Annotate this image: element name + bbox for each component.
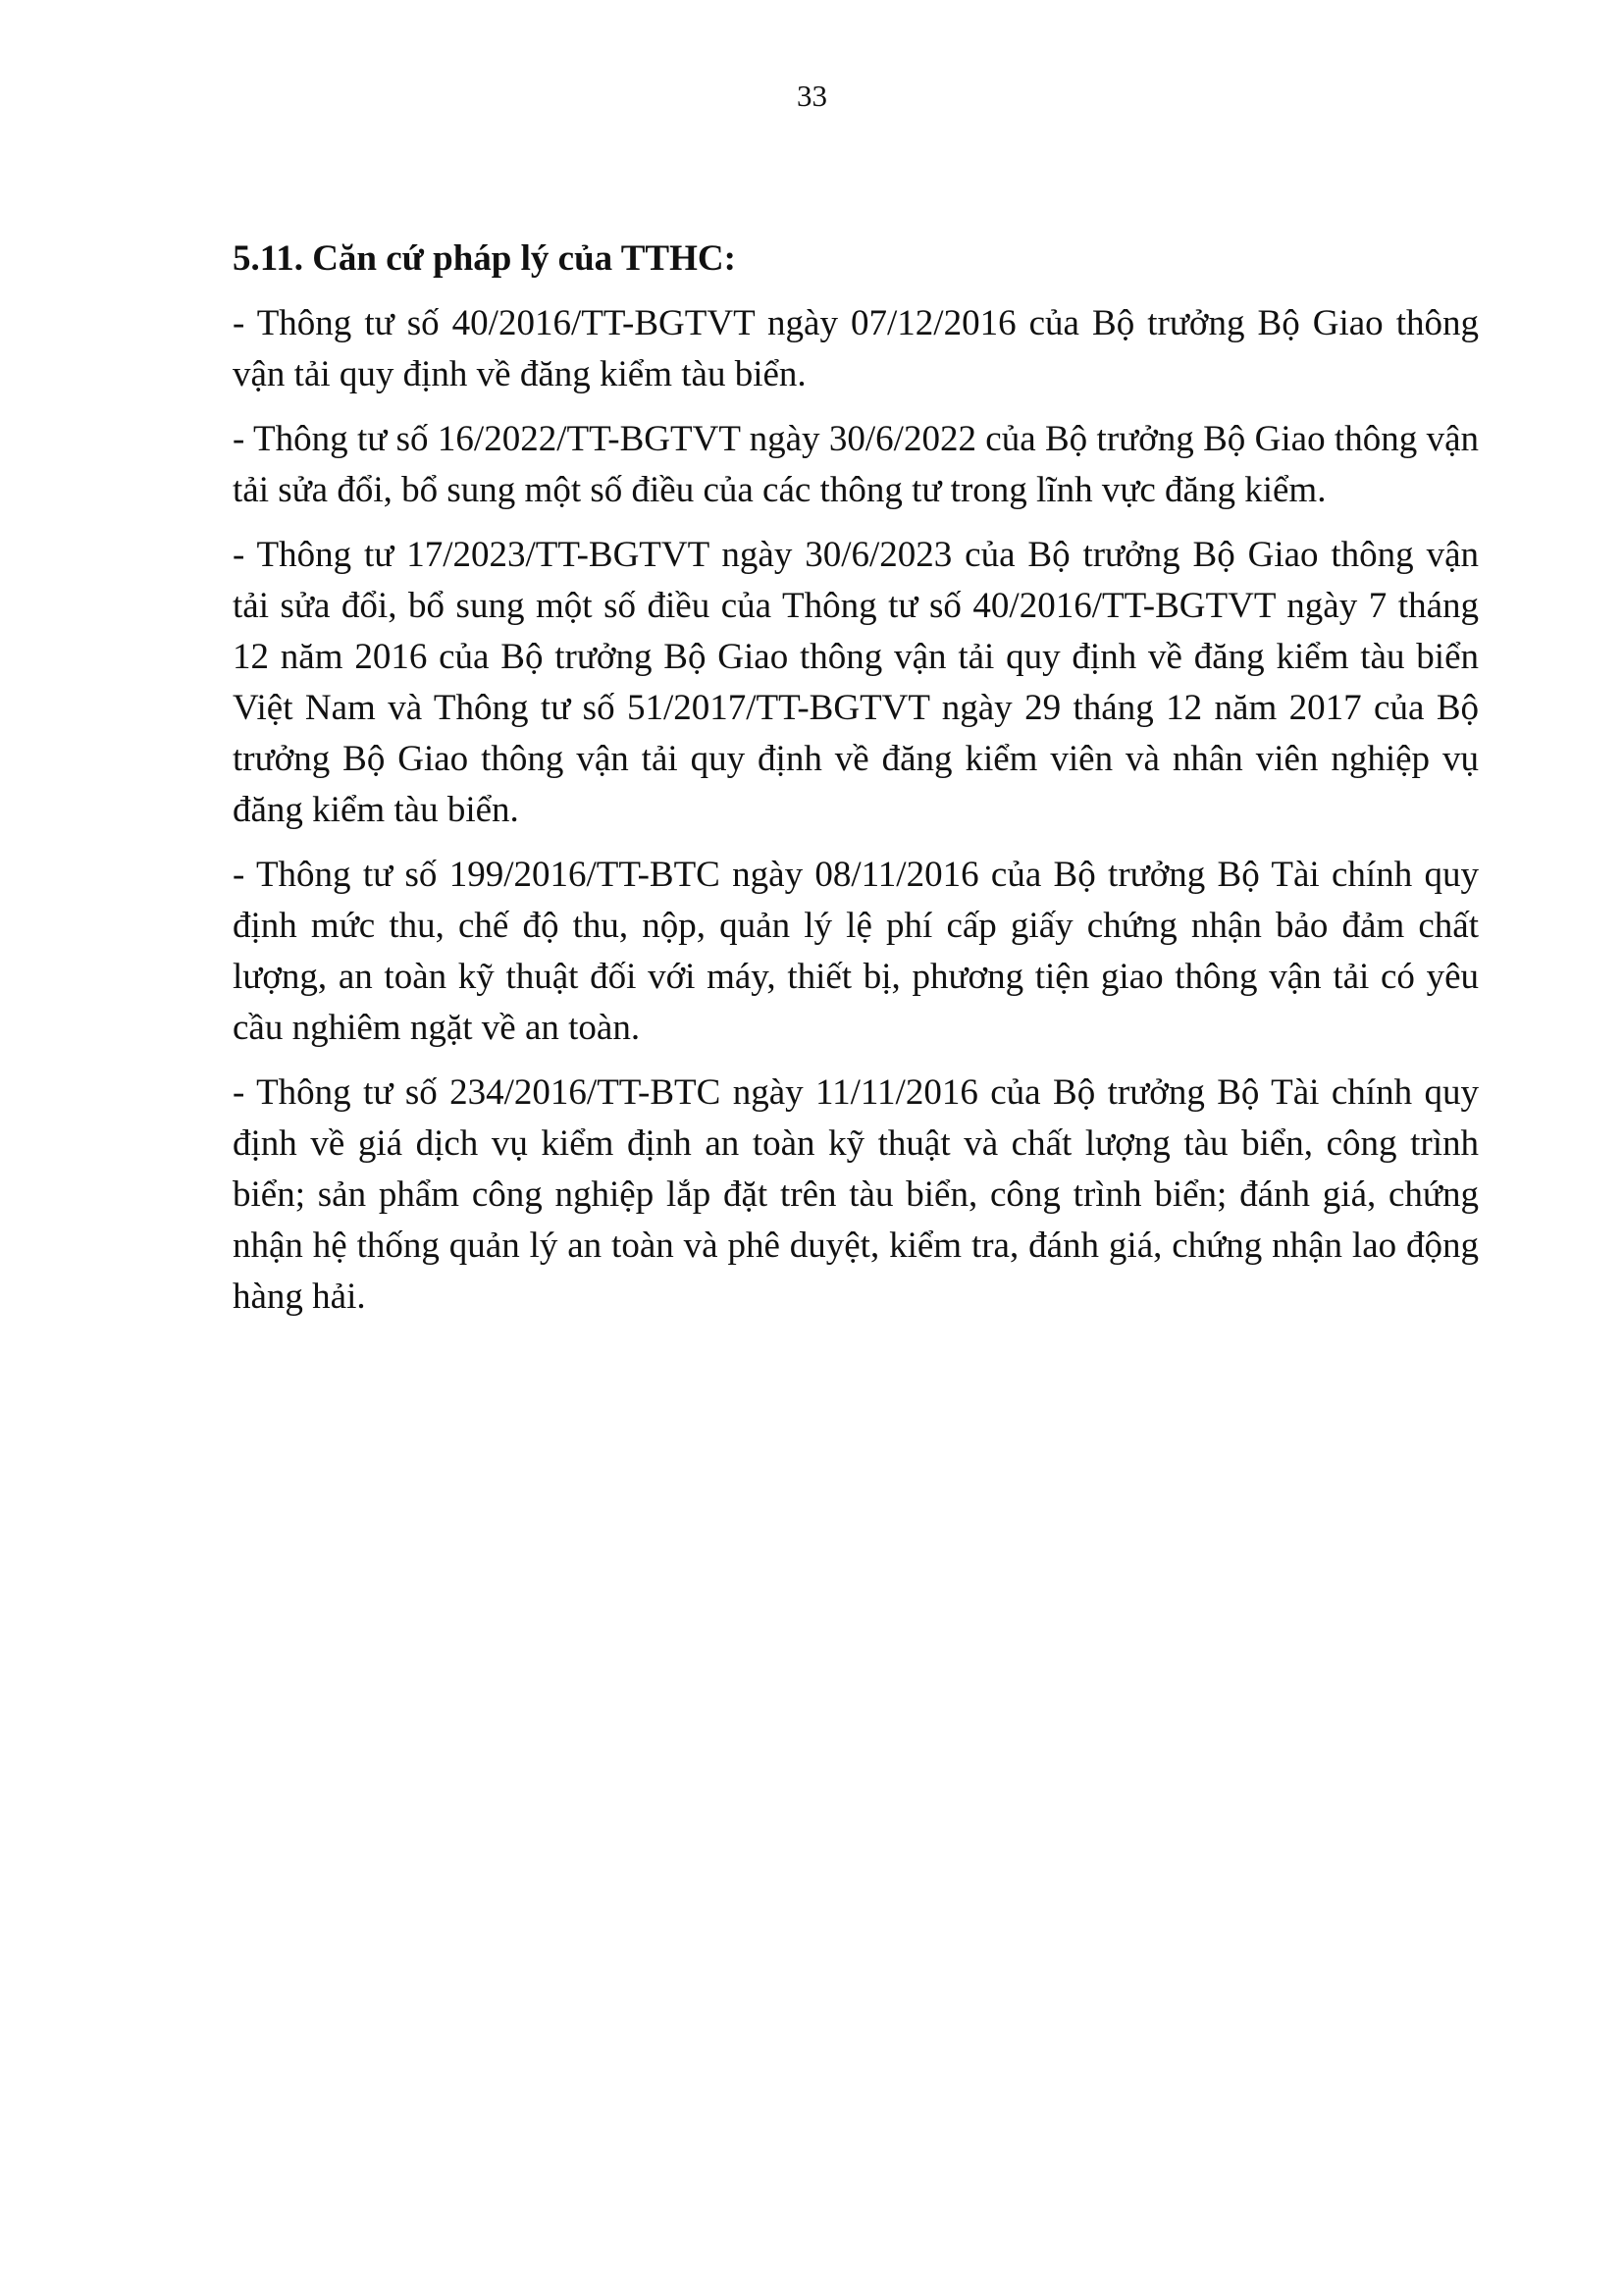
legal-basis-item: - Thông tư số 40/2016/TT-BGTVT ngày 07/12/2016 của Bộ trưởng Bộ Giao thông vận tải quy định về đăng kiểm tàu biển. [233,303,1479,394]
legal-basis-item: - Thông tư 17/2023/TT-BGTVT ngày 30/6/2023 của Bộ trưởng Bộ Giao thông vận tải sửa đổi, bổ sung một số điều của Thông tư số 40/2016/TT-BGTVT ngày 7 tháng 12 năm 2016 của Bộ trưởng Bộ Giao thông vận tải quy định về đăng kiểm tàu biển Việt Nam và Thông tư số 51/2017/TT-BGTVT ngày 29 tháng 12 năm 2017 của Bộ trưởng Bộ Giao thông vận tải quy định về đăng kiểm viên và nhân viên nghiệp vụ đăng kiểm tàu biển. [233,535,1479,830]
page-number: 33 [797,78,827,113]
document-body [233,234,1479,1336]
legal-basis-item: - Thông tư số 234/2016/TT-BTC ngày 11/11/2016 của Bộ trưởng Bộ Tài chính quy định về giá dịch vụ kiểm định an toàn kỹ thuật và chất lượng tàu biển, công trình biển; sản phẩm công nghiệp lắp đặt trên tàu biển, công trình biển; đánh giá, chứng nhận hệ thống quản lý an toàn và phê duyệt, kiểm tra, đánh giá, chứng nhận lao động hàng hải. [233,1072,1479,1317]
section-heading: 5.11. Căn cứ pháp lý của TTHC: [233,238,736,279]
legal-basis-item: - Thông tư số 199/2016/TT-BTC ngày 08/11/2016 của Bộ trưởng Bộ Tài chính quy định mức thu, chế độ thu, nộp, quản lý lệ phí cấp giấy chứng nhận bảo đảm chất lượng, an toàn kỹ thuật đối với máy, thiết bị, phương tiện giao thông vận tải có yêu cầu nghiêm ngặt về an toàn. [233,855,1479,1048]
legal-basis-item: - Thông tư số 16/2022/TT-BGTVT ngày 30/6/2022 của Bộ trưởng Bộ Giao thông vận tải sửa đổi, bổ sung một số điều của các thông tư trong lĩnh vực đăng kiểm. [233,419,1479,510]
